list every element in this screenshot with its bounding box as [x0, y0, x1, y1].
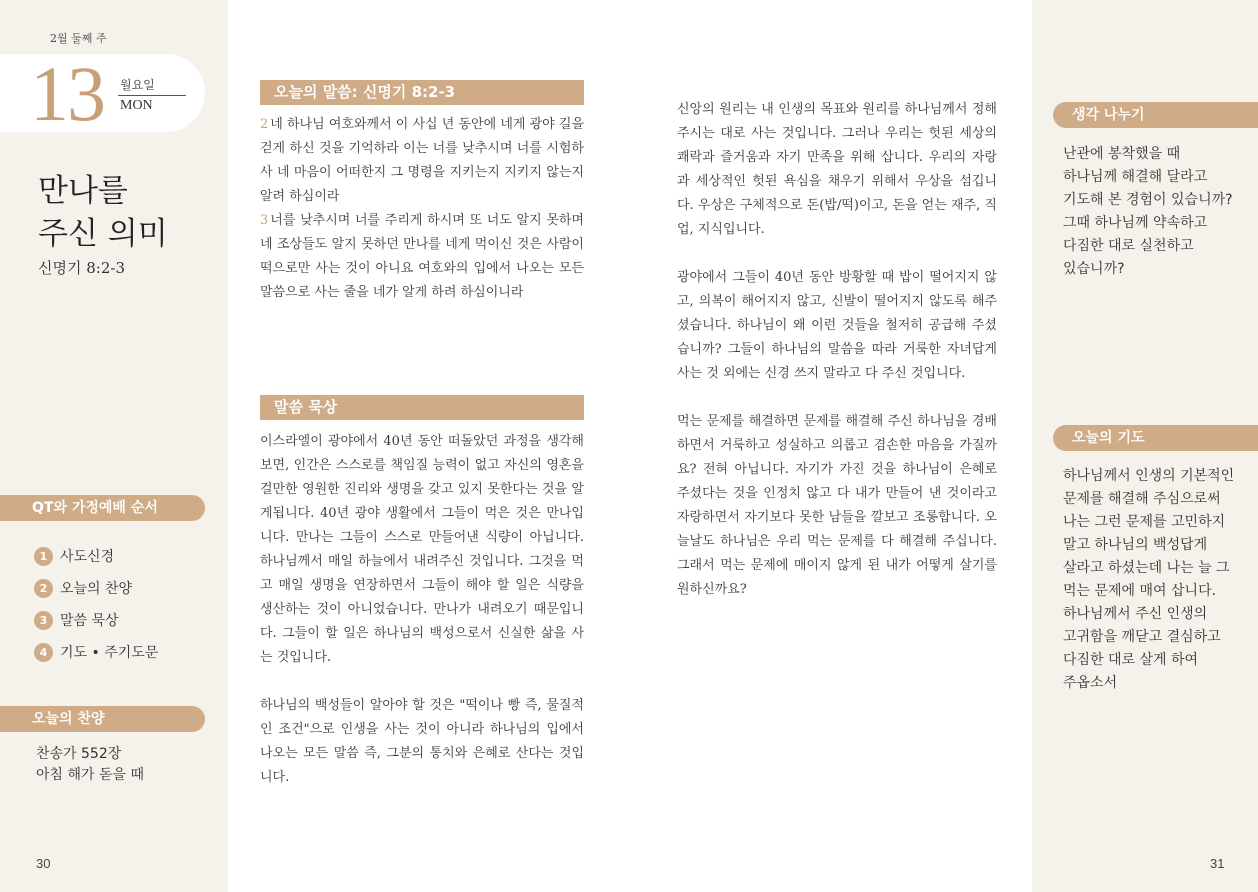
- qt-order-list: [34, 540, 158, 668]
- hymn-info: [36, 744, 144, 786]
- day-english: MON: [120, 98, 153, 113]
- paragraph: 하나님의 백성들이 알아야 할 것은 "떡이나 빵 즉, 물질적인 조건"으로 인생을 사는 것이 아니라 하나님의 입에서 나오는 모든 말씀 즉, 그분의 통치와 은혜로 산다는 것입니다.: [260, 698, 584, 785]
- meditation-continued: [677, 98, 997, 602]
- verse-text: 네 하나님 여호와께서 이 사십 년 동안에 네게 광야 길을 걷게 하신 것을 기억하라 이는 너를 낮추시며 너를 시험하사 네 마음이 어떠한지 그 명령을 지키는지 지키지 않는지 알려 하심이라: [260, 117, 584, 204]
- date-number: 13: [30, 50, 104, 137]
- list-item-label: 오늘의 찬양: [60, 581, 133, 597]
- sharing-heading: 생각 나누기: [1053, 102, 1258, 128]
- meditation-body: [260, 430, 584, 790]
- paragraph: 광야에서 그들이 40년 동안 방황할 때 밥이 떨어지지 않고, 의복이 해어지지 않고, 신발이 떨어지지 않도록 해주셨습니다. 하나님이 왜 이런 것들을 철저히 공급해 주셨습니까? 그들이 하나님의 말씀을 따라 거룩한 자녀답게 사는 것 외에는 신경 쓰지 말라고 다 주신 것입니다.: [677, 270, 997, 381]
- title-line: 만나를: [38, 173, 128, 209]
- hymn-title: 아침 해가 돋을 때: [36, 767, 145, 783]
- text-line: 주옵소서: [1063, 675, 1118, 691]
- page-number-right: 31: [1210, 856, 1225, 871]
- todays-word-heading: 오늘의 말씀: 신명기 8:2-3: [260, 80, 584, 105]
- list-item-label: 사도신경: [60, 549, 115, 565]
- qt-order-heading: QT와 가정예배 순서: [0, 495, 205, 521]
- text-line: 나는 그런 문제를 고민하지: [1063, 514, 1226, 530]
- text-line: 문제를 해결해 주심으로써: [1063, 491, 1221, 507]
- list-item: [34, 604, 158, 636]
- list-item: [34, 572, 158, 604]
- number-badge: 4: [34, 643, 53, 662]
- text-line: 다짐한 대로 실천하고: [1063, 238, 1194, 254]
- title-line: 주신 의미: [38, 216, 168, 252]
- sharing-text: [1063, 143, 1253, 281]
- verse-number: 3: [260, 213, 269, 228]
- list-item: [34, 636, 158, 668]
- prayer-heading: 오늘의 기도: [1053, 425, 1258, 451]
- left-sidebar: [0, 0, 228, 892]
- page-number-left: 30: [36, 856, 51, 871]
- paragraph: 이스라엘이 광야에서 40년 동안 떠돌았던 과정을 생각해 보면, 인간은 스스로를 책임질 능력이 없고 자신의 영혼을 걸만한 영원한 진리와 생명을 갖고 있지 못한다는 것을 알게됩니다. 40년 광야 생활에서 그들이 먹은 것은 만나입니다. 만나는 그들이 스스로 만들어낸 식량이 아닙니다. 하나님께서 매일 하늘에서 내려주신 것입니다. 그것을 먹고 매일 생명을 연장하면서 그들이 해야 할 일은 식량을 생산하는 것이 아니었습니다. 만나가 내려오기 때문입니다. 그들이 할 일은 하나님의 백성으로서 신실한 삶을 사는 것입니다.: [260, 434, 584, 665]
- text-line: 그때 하나님께 약속하고: [1063, 215, 1208, 231]
- verse: [260, 209, 584, 305]
- text-line: 먹는 문제에 매여 삽니다.: [1063, 583, 1217, 599]
- text-line: 기도해 본 경험이 있습니까?: [1063, 192, 1233, 208]
- scripture-reference: 신명기 8:2-3: [38, 259, 125, 277]
- paragraph: 먹는 문제를 해결하면 문제를 해결해 주신 하나님을 경배하면서 거룩하고 성실하고 의롭고 겸손한 마음을 가질까요? 전혀 아닙니다. 자기가 가진 것을 하나님이 은혜로 주셨다는 것을 인정치 않고 다 내가 만들어 낸 것이라고 자랑하면서 자기보다 못한 남들을 깔보고 조롱합니다. 오늘날도 하나님은 우리 먹는 문제를 다 해결해 주십니다. 그래서 먹는 문제에 매이지 않게 된 내가 어떻게 살기를 원하신까요?: [677, 414, 997, 597]
- list-item: [34, 540, 158, 572]
- day-korean: 월요일: [120, 78, 155, 92]
- text-line: 하나님께서 주신 인생의: [1063, 606, 1208, 622]
- page-title: [38, 170, 218, 256]
- hymn-heading: 오늘의 찬양: [0, 706, 205, 732]
- text-line: 살라고 하셨는데 나는 늘 그: [1063, 560, 1230, 576]
- week-label: 2월 둘째 주: [50, 32, 107, 45]
- meditation-heading: 말씀 묵상: [260, 395, 584, 420]
- prayer-text: [1063, 465, 1253, 695]
- text-line: 있습니까?: [1063, 261, 1125, 277]
- text-line: 고귀함을 깨닫고 결심하고: [1063, 629, 1221, 645]
- text-line: 말고 하나님의 백성답게: [1063, 537, 1208, 553]
- verse-number: 2: [260, 117, 269, 132]
- number-badge: 1: [34, 547, 53, 566]
- paragraph: 신앙의 원리는 내 인생의 목표와 원리를 하나님께서 정해주시는 대로 사는 것입니다. 그러나 우리는 헛된 세상의 쾌락과 즐거움과 자기 만족을 위해 삽니다. 우리의 자랑과 세상적인 헛된 욕심을 채우기 위해서 우상을 섬깁니다. 우상은 구체적으로 돈(밥/떡)이고, 돈을 얻는 재주, 직업, 지식입니다.: [677, 102, 997, 237]
- verse-text: 너를 낮추시며 너를 주리게 하시며 또 너도 알지 못하며 네 조상들도 알지 못하던 만나를 네게 먹이신 것은 사람이 떡으로만 사는 것이 아니요 여호와의 입에서 나오는 모든 말씀으로 사는 줄을 네가 알게 하려 하심이니라: [260, 213, 584, 300]
- number-badge: 2: [34, 579, 53, 598]
- hymn-number: 찬송가 552장: [36, 746, 122, 762]
- text-line: 하나님께서 인생의 기본적인: [1063, 468, 1235, 484]
- scripture-passage: [260, 113, 584, 305]
- date-divider: [118, 95, 186, 96]
- text-line: 다짐한 대로 살게 하여: [1063, 652, 1199, 668]
- text-line: 난관에 봉착했을 때: [1063, 146, 1181, 162]
- list-item-label: 기도 • 주기도문: [60, 645, 159, 661]
- list-item-label: 말씀 묵상: [60, 613, 119, 629]
- number-badge: 3: [34, 611, 53, 630]
- verse: [260, 113, 584, 209]
- text-line: 하나님께 해결해 달라고: [1063, 169, 1208, 185]
